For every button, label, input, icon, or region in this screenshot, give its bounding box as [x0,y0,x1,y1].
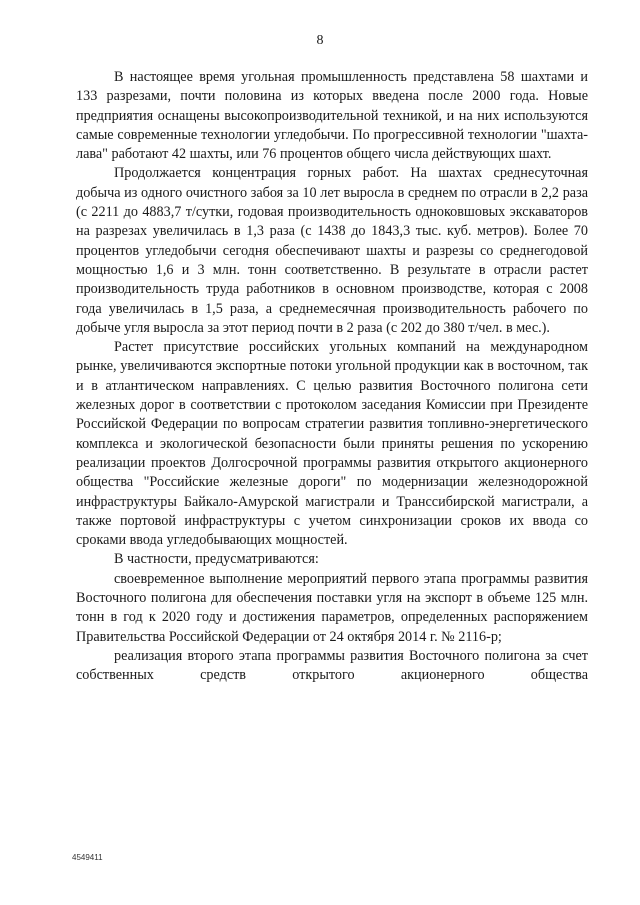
paragraph-first-stage: своевременное выполнение мероприятий первого этапа программы развития Восточного полигона для обеспечения поставки угля на экспорт в объеме 125 млн. тонн в год к 2020 году и достижения параметров, определенных распоряжением Правительства Российской Федерации от 24 октября 2014 г. № 2116-р; [76,570,588,645]
paragraph-second-stage: реализация второго этапа программы развития Восточного полигона за счет собственных средств открытого акционерного общества [76,647,588,684]
paragraph-international-market: Растет присутствие российских угольных компаний на международном рынке, увеличиваются экспортные потоки угольной продукции как в восточном, так и в атлантическом направлениях. С целью развития Восточного полигона сети железных дорог в соответствии с протоколом заседания Комиссии при Президенте Российской Федерации по вопросам стратегии развития топливно-энергетического комплекса и экологической безопасности были приняты решения по ускорению реализации проектов Долгосрочной программы развития открытого акционерного общества "Российские железные дороги" по модернизации железнодорожной инфраструктуры Байкало-Амурской магистрали и Транссибирской магистрали, а также портовой инфраструктуры с учетом синхронизации сроков их ввода со сроками ввода угледобывающих мощностей. [76,339,588,549]
document-body [76,68,588,686]
paragraph-provisions-intro: В частности, предусматриваются: [114,551,319,568]
paragraph-coal-industry-overview: В настоящее время угольная промышленность представлена 58 шахтами и 133 разрезами, почти половина из которых введена после 2000 года. Новые предприятия оснащены высокопроизводительной техникой, и на них используются самые современные технологии угледобычи. По прогрессивной технологии "шахта-лава" работают 42 шахты, или 76 процентов общего числа действующих шахт. [76,69,588,163]
page-number: 8 [316,33,324,48]
document-id: 4549411 [72,853,103,862]
paragraph-mining-concentration: Продолжается концентрация горных работ. На шахтах среднесуточная добыча из одного очистного забоя за 10 лет выросла в среднем по отрасли в 2,2 раза (с 2211 до 4883,7 т/сутки, годовая производительность одноковшовых экскаваторов на разрезах увеличилась в 1,3 раза (с 1438 до 1843,3 тыс. куб. метров). Более 70 процентов угледобычи сегодня обеспечивают шахты и разрезы со среднегодовой мощностью 1,6 и 3 млн. тонн соответственно. В результате в отрасли растет производительность труда работников в основном производстве, которая с 2008 года увеличилась в 1,5 раза, а среднемесячная производительность рабочего по добыче угля выросла за этот период почти в 2 раза (с 202 до 380 т/чел. в мес.). [76,165,588,336]
